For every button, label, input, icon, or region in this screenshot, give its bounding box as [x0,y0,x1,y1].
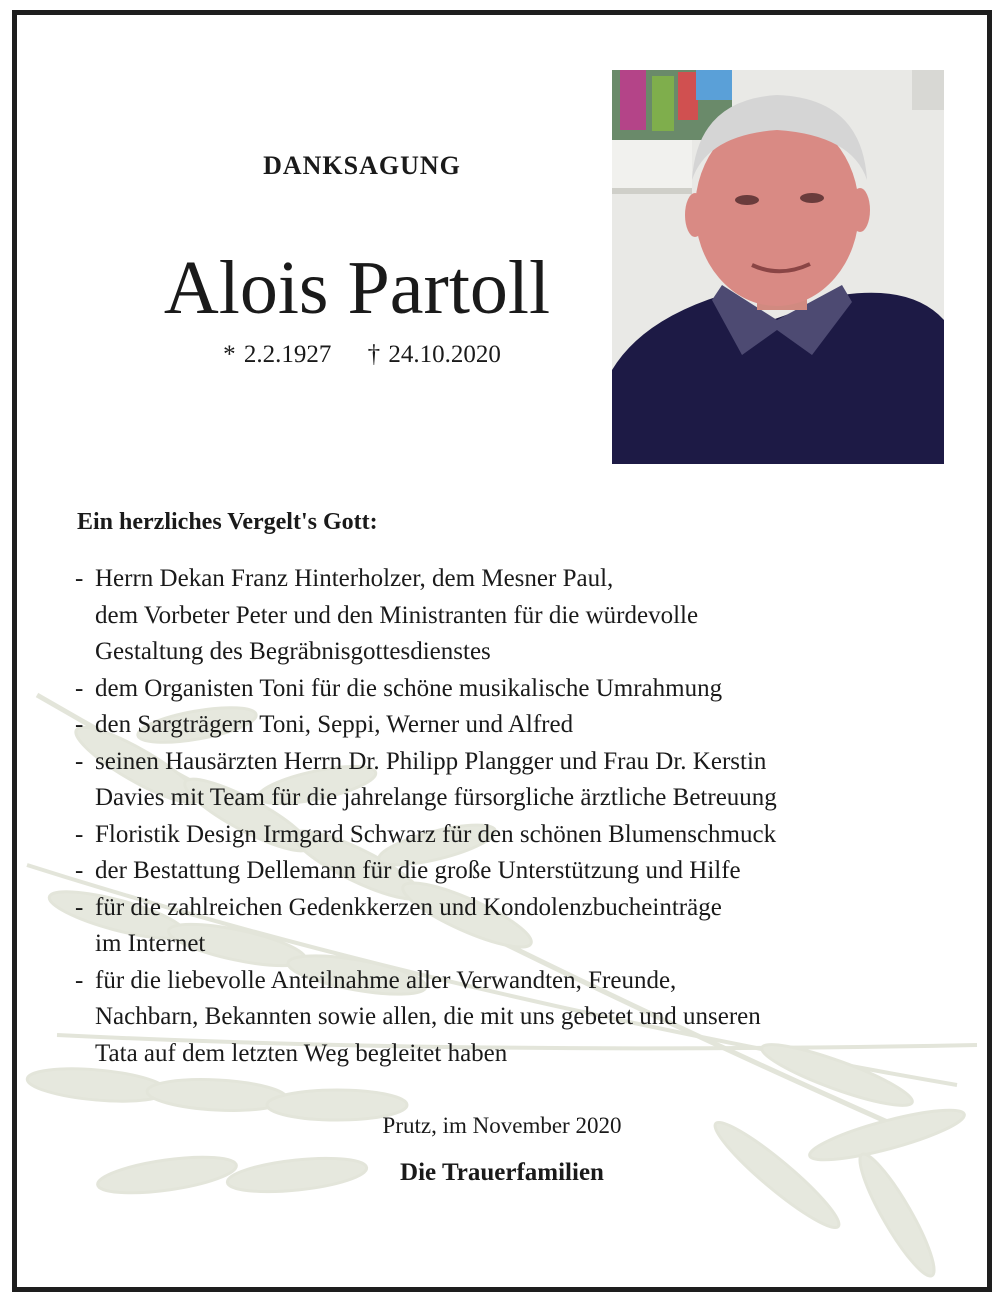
list-item: - dem Organisten Toni für die schöne musikalische Umrahmung [75,674,723,702]
signature: Die Trauerfamilien [400,1159,604,1186]
deceased-name: Alois Partoll [163,246,551,330]
list-item: - für die zahlreichen Gedenkkerzen und Kondolenzbucheinträge im Internet [75,893,722,957]
place-date: Prutz, im November 2020 [382,1113,622,1138]
list-item: - seinen Hausärzten Herrn Dr. Philipp Plangger und Frau Dr. Kerstin Davies mit Team für die jahrelange fürsorgliche ärztliche Betreuung [75,747,777,811]
list-item: - Herrn Dekan Franz Hinterholzer, dem Mesner Paul, dem Vorbeter Peter und den Ministranten für die würdevolle Gestaltung des Begräbnisgottesdienstes [75,565,699,665]
life-dates [167,341,557,369]
thanks-list [75,561,955,1072]
portrait-photo [612,70,944,464]
list-item: - den Sargträgern Toni, Seppi, Werner und Alfred [75,711,574,738]
death-date: † 24.10.2020 [367,341,501,368]
notice-frame [12,10,992,1292]
list-item: - der Bestattung Dellemann für die große Unterstützung und Hilfe [75,857,741,884]
thanks-title: Ein herzliches Vergelt's Gott: [77,509,378,535]
list-item: - für die liebevolle Anteilnahme aller Verwandten, Freunde, Nachbarn, Bekannten sowie allen, die mit uns gebetet und unseren Tata auf dem letzten Weg begleitet haben [75,966,761,1067]
birth-date: * 2.2.1927 [223,341,332,368]
list-item: - Floristik Design Irmgard Schwarz für den schönen Blumenschmuck [75,820,777,848]
notice-heading: DANKSAGUNG [263,151,461,180]
